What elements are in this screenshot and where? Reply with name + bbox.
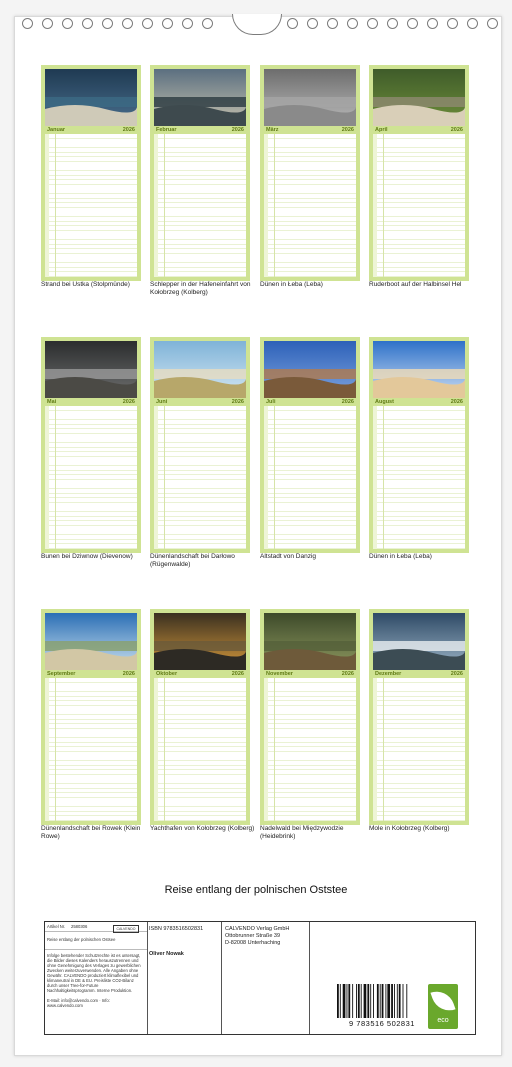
barcode-bar — [356, 984, 357, 1018]
binding-ring — [202, 18, 213, 29]
month-photo — [45, 69, 137, 126]
month-name: Januar — [47, 127, 66, 133]
month-name: Juni — [156, 399, 168, 405]
binding-ring — [307, 18, 318, 29]
month-photo — [45, 613, 137, 670]
month-header — [373, 126, 465, 134]
barcode-bar — [340, 984, 341, 1018]
binding-ring — [487, 18, 498, 29]
binding-ring — [162, 18, 173, 29]
month-name: Oktober — [156, 671, 178, 677]
month-year: 2026 — [341, 671, 354, 677]
barcode — [335, 984, 429, 1028]
binding-ring — [287, 18, 298, 29]
month-name: Mai — [47, 399, 57, 405]
month-caption: Ruderboot auf der Halbinsel Hel — [369, 281, 462, 288]
barcode-bar — [337, 984, 339, 1018]
binding-ring — [122, 18, 133, 29]
month-caption: Nadelwald bei Międzywodzie (Heidebrink) — [260, 825, 344, 840]
month-caption: Yachthafen von Kołobrzeg (Kolberg) — [150, 825, 255, 832]
month-day-grid — [373, 134, 465, 277]
month-day-grid — [45, 134, 137, 277]
barcode-bar — [373, 984, 374, 1018]
month-header — [45, 398, 137, 406]
month-day-grid — [264, 406, 356, 549]
month-year: 2026 — [231, 671, 244, 677]
month-year: 2026 — [231, 399, 244, 405]
binding-ring — [62, 18, 73, 29]
month-photo — [154, 613, 246, 670]
calendar-title: Reise entlang der polnischen Oststee — [164, 884, 348, 896]
isbn: ISBN 9783516502831 — [149, 926, 204, 932]
barcode-bar — [370, 984, 371, 1018]
barcode-bar — [348, 984, 350, 1018]
binding-ring — [427, 18, 438, 29]
eco-badge: eco — [428, 984, 458, 1029]
month-day-grid — [154, 406, 246, 549]
month-year: 2026 — [341, 127, 354, 133]
month-photo — [45, 341, 137, 398]
barcode-bar — [343, 984, 346, 1018]
binding-ring — [182, 18, 193, 29]
month-card — [41, 337, 141, 553]
month-caption: Altstadt von Danzig — [260, 553, 317, 560]
month-caption: Schlepper in der Hafeneinfahrt von Kołobrzeg (Kolberg) — [150, 281, 251, 296]
month-year: 2026 — [450, 671, 463, 677]
month-year: 2026 — [122, 671, 135, 677]
binding-ring — [467, 18, 478, 29]
barcode-bar — [347, 984, 348, 1018]
month-name: November — [266, 671, 293, 677]
barcode-bar — [364, 984, 367, 1018]
binding-rings — [0, 14, 512, 34]
binding-ring — [407, 18, 418, 29]
barcode-number: 9 783516 502831 — [349, 1019, 415, 1028]
publisher-address: CALVENDO Verlag GmbH Ottobrunner Straße 39 D-82008 Unterhaching — [225, 926, 290, 946]
month-photo — [264, 613, 356, 670]
month-year: 2026 — [231, 127, 244, 133]
barcode-bar — [397, 984, 398, 1018]
month-header — [154, 398, 246, 406]
month-caption: Bunen bei Dziwnow (Dievenow) — [41, 553, 133, 560]
month-photo — [373, 341, 465, 398]
month-day-grid — [45, 406, 137, 549]
month-caption: Mole in Kołobrzeg (Kolberg) — [369, 825, 450, 832]
month-photo — [373, 69, 465, 126]
month-header — [154, 670, 246, 678]
barcode-bar — [406, 984, 407, 1018]
binding-ring — [22, 18, 33, 29]
month-card — [41, 65, 141, 281]
binding-ring — [327, 18, 338, 29]
month-header — [264, 398, 356, 406]
binding-ring — [102, 18, 113, 29]
month-caption: Dünen in Łeba (Leba) — [369, 553, 432, 560]
month-year: 2026 — [341, 399, 354, 405]
legal-text: Infolge bestehender Schutzrechte ist es untersagt, die Bilder dieses Kalenders herauszutrennen und ohne Genehmigung des Verlages zu gewerblichen Zwecken weiterzuverwenden. Alle Angaben ohne Gewähr. CALVENDO produziert klimaflexibel und klimaneutral in DE & EU. Preisliste CO2-Bilanz durch unser Tree-for-Future Nachhaltigkeitsprogramm. Interne Produktion. — [47, 953, 141, 993]
binding-ring — [42, 18, 53, 29]
month-card — [369, 609, 469, 825]
month-name: August — [375, 399, 394, 405]
barcode-bar — [380, 984, 381, 1018]
month-card — [150, 609, 250, 825]
month-photo — [264, 341, 356, 398]
article-label: Artikel Nr. — [47, 924, 66, 929]
calvendo-logo: CALVENDO — [113, 925, 139, 933]
month-day-grid — [264, 134, 356, 277]
barcode-bar — [358, 984, 360, 1018]
month-caption: Strand bei Ustka (Stolpmünde) — [41, 281, 130, 288]
binding-ring — [367, 18, 378, 29]
month-name: April — [375, 127, 388, 133]
month-day-grid — [373, 678, 465, 821]
month-name: März — [266, 127, 279, 133]
month-photo — [373, 613, 465, 670]
binding-ring — [82, 18, 93, 29]
product-info-box — [44, 921, 476, 1035]
month-day-grid — [154, 134, 246, 277]
month-header — [154, 126, 246, 134]
hanger-hook — [232, 14, 282, 35]
leaf-icon — [430, 987, 455, 1016]
month-day-grid — [373, 406, 465, 549]
month-card — [260, 609, 360, 825]
barcode-bar — [394, 984, 395, 1018]
month-name: Juli — [266, 399, 276, 405]
binding-ring — [447, 18, 458, 29]
month-caption: Dünenlandschaft bei Darłowo (Rügenwalde) — [150, 553, 235, 568]
month-caption: Dünenlandschaft bei Rowek (Klein Rowe) — [41, 825, 141, 840]
month-name: September — [47, 671, 76, 677]
month-card — [260, 65, 360, 281]
barcode-bar — [399, 984, 401, 1018]
barcode-bar — [403, 984, 404, 1018]
barcode-bar — [352, 984, 353, 1018]
month-card — [369, 337, 469, 553]
month-photo — [154, 69, 246, 126]
month-header — [373, 670, 465, 678]
month-name: Februar — [156, 127, 177, 133]
month-header — [373, 398, 465, 406]
barcode-bar — [387, 984, 390, 1018]
month-caption: Dünen in Łeba (Leba) — [260, 281, 323, 288]
month-name: Dezember — [375, 671, 402, 677]
month-card — [260, 337, 360, 553]
barcode-bar — [391, 984, 393, 1018]
month-day-grid — [154, 678, 246, 821]
month-day-grid — [264, 678, 356, 821]
month-header — [264, 126, 356, 134]
month-day-grid — [45, 678, 137, 821]
contact-line: E-Mail: info@calvendo.com · Info: www.calvendo.com — [47, 998, 110, 1008]
month-year: 2026 — [122, 127, 135, 133]
barcode-bar — [377, 984, 379, 1018]
product-subtitle: Reise entlang der polnischen Ostsee — [47, 937, 116, 942]
month-header — [45, 670, 137, 678]
binding-ring — [387, 18, 398, 29]
month-card — [150, 337, 250, 553]
author: Oliver Nowak — [149, 951, 184, 957]
month-year: 2026 — [450, 127, 463, 133]
barcode-bar — [367, 984, 369, 1018]
month-photo — [264, 69, 356, 126]
month-card — [150, 65, 250, 281]
article-column — [45, 922, 148, 1034]
binding-ring — [347, 18, 358, 29]
barcode-bar — [385, 984, 386, 1018]
barcode-bar — [382, 984, 384, 1018]
month-header — [264, 670, 356, 678]
binding-ring — [142, 18, 153, 29]
month-card — [41, 609, 141, 825]
month-card — [369, 65, 469, 281]
barcode-bar — [361, 984, 362, 1018]
month-photo — [154, 341, 246, 398]
month-year: 2026 — [122, 399, 135, 405]
month-header — [45, 126, 137, 134]
month-year: 2026 — [450, 399, 463, 405]
barcode-bars — [335, 984, 429, 1018]
article-number: 2580306 — [71, 924, 88, 929]
